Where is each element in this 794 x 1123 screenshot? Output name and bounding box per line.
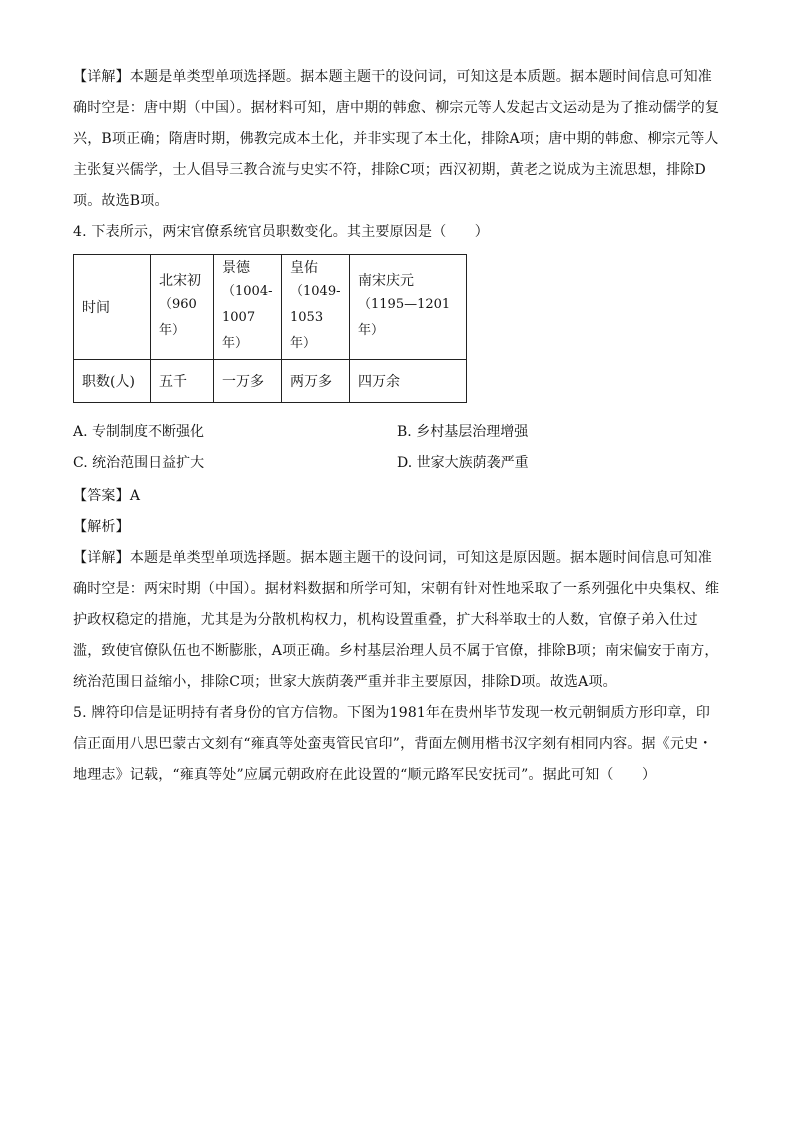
period-label: 皇佑 bbox=[290, 260, 318, 276]
table-cell-count: 五千 bbox=[151, 360, 214, 403]
header-time-label: 时间 bbox=[82, 300, 110, 316]
prev-explanation-text: 本题是单类型单项选择题。据本题主题干的设问词，可知这是本质题。据本题时间信息可知准确时空是：唐中期（中国）。据材料可知，唐中期的韩愈、柳宗元等人发起古文运动是为了推动儒学的复兴，B项正确；隋唐时期，佛教完成本土化，并非实现了本土化，排除A项；唐中期的韩愈、柳宗元等人主张复兴儒学，士人倡导三教合流与史实不符，排除C项；西汉初期，黄老之说成为主流思想，排除D项。故选B项。 bbox=[73, 69, 720, 209]
table-header-time bbox=[74, 255, 151, 360]
table-cell-count: 四万余 bbox=[350, 360, 467, 403]
table-row bbox=[74, 360, 467, 403]
question-4-options bbox=[73, 424, 723, 495]
table-header-count: 职数(人) bbox=[74, 360, 151, 403]
answer-value: A bbox=[129, 488, 141, 504]
table-cell-count: 两万多 bbox=[282, 360, 350, 403]
option-a: A. 专制制度不断强化 bbox=[73, 424, 205, 440]
period-label: 南宋庆元 bbox=[358, 273, 414, 289]
period-years: （1004- bbox=[222, 284, 273, 299]
analysis-tag: 【解析】 bbox=[73, 519, 130, 535]
option-b: B. 乡村基层治理增强 bbox=[397, 424, 529, 440]
period-years: 1007年） bbox=[222, 310, 256, 351]
period-years: （1195—1201年） bbox=[358, 297, 451, 338]
table-row bbox=[74, 255, 467, 360]
detail-tag: 【详解】 bbox=[73, 69, 130, 85]
period-years: 1053年） bbox=[290, 310, 324, 351]
table-cell-period bbox=[151, 255, 214, 360]
table-cell-period bbox=[350, 255, 467, 360]
table-cell-period bbox=[282, 255, 350, 360]
period-label: 景德 bbox=[222, 260, 250, 276]
prev-explanation bbox=[73, 62, 723, 217]
question-4-stem: 4. 下表所示，两宋官僚系统官员职数变化。其主要原因是（ ） bbox=[73, 224, 490, 240]
period-years: （1049- bbox=[290, 284, 341, 299]
table-cell-count: 一万多 bbox=[214, 360, 282, 403]
option-c: C. 统治范围日益扩大 bbox=[73, 455, 205, 471]
detail-text: 本题是单类型单项选择题。据本题主题干的设问词，可知这是原因题。据本题时间信息可知准确时空是：两宋时期（中国）。据材料数据和所学可知，宋朝有针对性地采取了一系列强化中央集权、维护政权稳定的措施，尤其是为分散机构权力，机构设置重叠，扩大科举取士的人数，官僚子弟入仕过滥，致使官僚队伍也不断膨胀，A项正确。乡村基层治理人员不属于官僚，排除B项；南宋偏安于南方，统治范围日益缩小，排除C项；世家大族荫袭严重并非主要原因，排除D项。故选A项。 bbox=[73, 550, 720, 690]
period-years: （960年） bbox=[159, 297, 197, 338]
period-label: 北宋初 bbox=[159, 273, 201, 289]
question-5-stem: 5. 牌符印信是证明持有者身份的官方信物。下图为1981年在贵州毕节发现一枚元朝铜质方形印章，印信正面用八思巴蒙古文刻有“雍真等处蛮夷管民官印”，背面左侧用楷书汉字刻有相同内容。据《元史・地理志》记载，“雍真等处”应属元朝政府在此设置的“顺元路军民安抚司”。据此可知（ ） bbox=[73, 705, 713, 783]
option-d: D. 世家大族荫袭严重 bbox=[397, 455, 529, 471]
table-cell-period bbox=[214, 255, 282, 360]
answer-tag: 【答案】 bbox=[73, 488, 130, 504]
document-page bbox=[73, 62, 723, 791]
detail-tag: 【详解】 bbox=[73, 550, 130, 566]
question-4-detail bbox=[73, 543, 723, 698]
officials-table bbox=[73, 254, 467, 403]
